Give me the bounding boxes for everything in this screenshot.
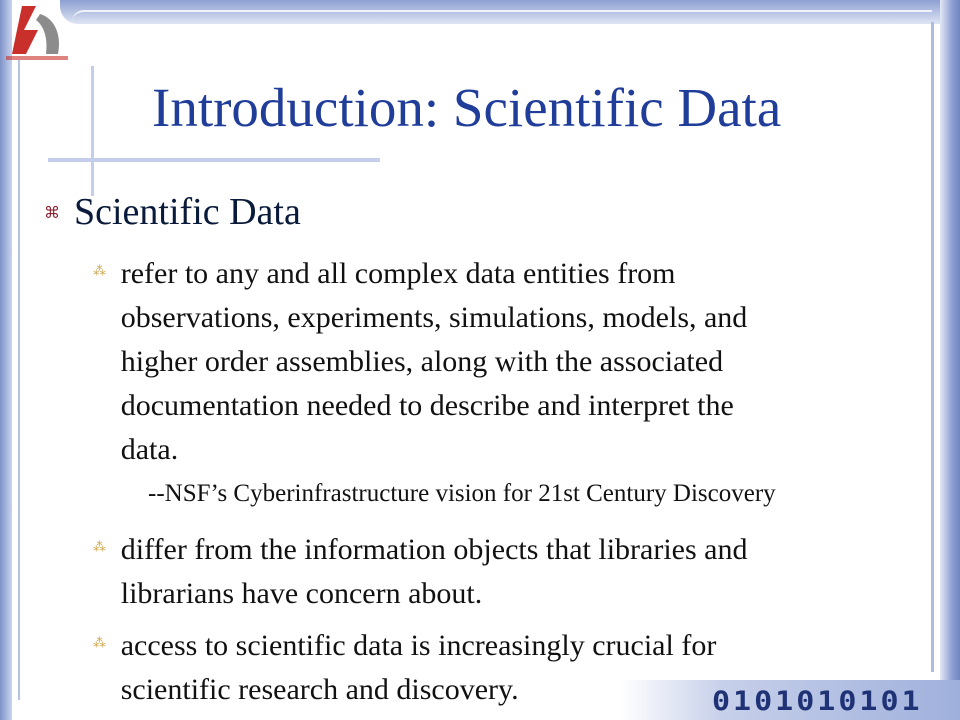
subbullet-text xyxy=(121,252,913,472)
text-line: higher order assemblies, along with the associated xyxy=(120,345,724,378)
text-line: access to scientific data is increasingly crucial for xyxy=(120,629,717,662)
bullet-scientific-data xyxy=(44,190,301,234)
subbullet-text xyxy=(121,528,913,616)
text-line: observations, experiments, simulations, models, and xyxy=(120,301,748,334)
quote-attribution: --NSF’s Cyberinfrastructure vision for 21st Century Discovery xyxy=(148,480,776,507)
frame-top-highlight xyxy=(72,10,932,22)
text-line: refer to any and all complex data entities from xyxy=(120,257,676,290)
text-line: data. xyxy=(120,433,179,466)
text-line: librarians have concern about. xyxy=(120,577,483,610)
bullet-text: Scientific Data xyxy=(74,191,301,233)
frame-left-border xyxy=(0,0,12,720)
footer-binary-digits: 0101010101 xyxy=(712,685,923,718)
slide-title: Introduction: Scientific Data xyxy=(152,77,782,138)
decorative-horizontal-line xyxy=(48,158,380,162)
frame-right-rule xyxy=(931,22,934,672)
logo-icon xyxy=(2,0,72,62)
subbullet-definition xyxy=(93,252,913,472)
decorative-vertical-line xyxy=(91,66,94,196)
subbullet-marker-icon: ⁂ xyxy=(93,636,106,651)
text-line: documentation needed to describe and interpret the xyxy=(120,389,734,422)
subbullet-marker-icon: ⁂ xyxy=(93,540,106,555)
subbullet-marker-icon: ⁂ xyxy=(93,264,106,279)
frame-right-border xyxy=(940,0,960,720)
frame-left-rule xyxy=(18,60,20,700)
subbullet-differ xyxy=(93,528,913,616)
text-line: scientific research and discovery. xyxy=(120,673,519,706)
bullet-marker-icon: ⌘ xyxy=(44,202,60,222)
text-line: differ from the information objects that libraries and xyxy=(120,533,748,566)
